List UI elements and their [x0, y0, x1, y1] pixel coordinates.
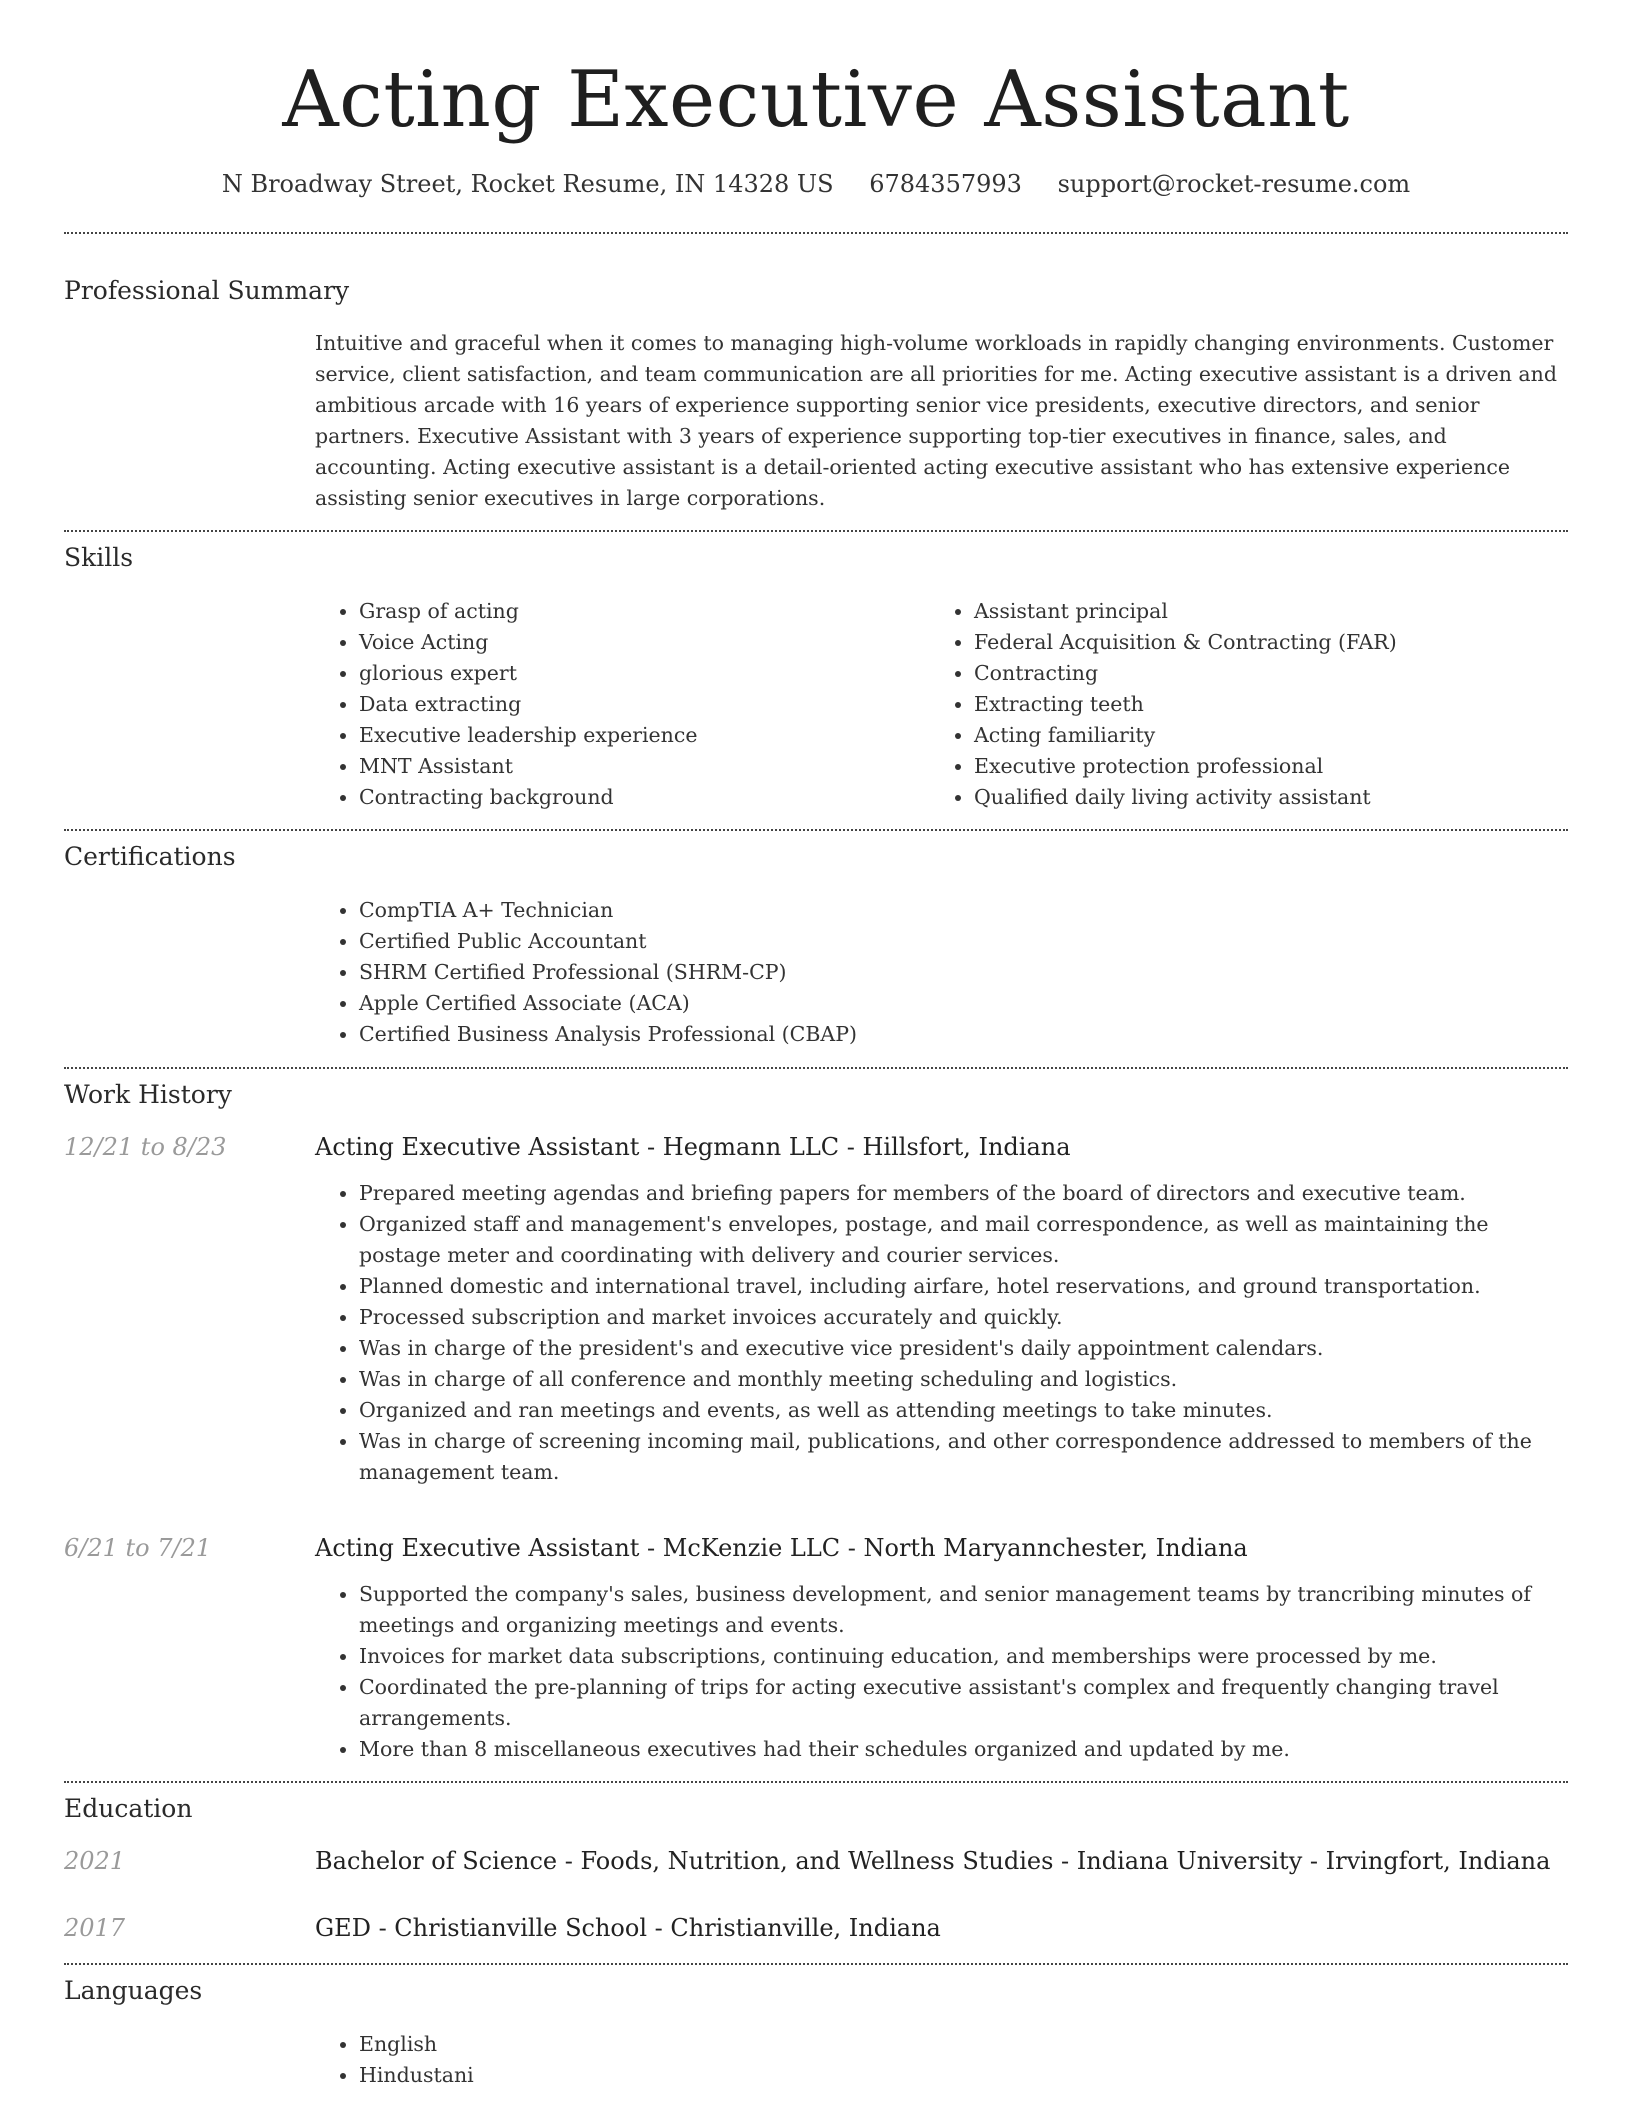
education-date: 2017	[64, 1914, 126, 1942]
languages-title: Languages	[64, 1976, 203, 2005]
work-section	[64, 1069, 1568, 1765]
resume-page	[64, 0, 1568, 2091]
list-item: • Extracting teeth	[974, 689, 1570, 720]
job-date: 12/21 to 8/23	[64, 1133, 227, 1161]
list-item: • MNT Assistant	[359, 751, 930, 782]
list-item: • Certified Public Accountant	[359, 926, 1568, 957]
certifications-list	[315, 895, 1568, 1050]
list-item: • CompTIA A+ Technician	[359, 895, 1568, 926]
list-item: • Supported the company's sales, business development, and senior management teams by trancribing minutes of meetings and organizing meetings and events.	[359, 1579, 1568, 1641]
job-bullets	[315, 1178, 1568, 1488]
list-item: • Was in charge of the president's and executive vice president's daily appointment calendars.	[359, 1333, 1568, 1364]
list-item: • Executive protection professional	[974, 751, 1570, 782]
education-title-line: GED - Christianville School - Christianville, Indiana	[315, 1914, 941, 1942]
summary-section	[64, 234, 1568, 514]
job-title: Acting Executive Assistant - McKenzie LLC - North Maryannchester, Indiana	[315, 1534, 1248, 1562]
education-date: 2021	[64, 1847, 126, 1875]
contact-address: N Broadway Street, Rocket Resume, IN 14328 US	[221, 170, 834, 198]
skills-title: Skills	[64, 543, 134, 572]
list-item: • Contracting	[974, 658, 1570, 689]
list-item: • Grasp of acting	[359, 596, 930, 627]
list-item: • glorious expert	[359, 658, 930, 689]
education-entry	[64, 1845, 1568, 1877]
contact-email: support@rocket-resume.com	[1057, 170, 1411, 198]
list-item: • English	[359, 2029, 1568, 2060]
list-item: • Apple Certified Associate (ACA)	[359, 988, 1568, 1019]
list-item: • Contracting background	[359, 782, 930, 813]
job-entry	[64, 1532, 1568, 1564]
list-item: • Voice Acting	[359, 627, 930, 658]
list-item: • Processed subscription and market invoices accurately and quickly.	[359, 1302, 1568, 1333]
job-bullets	[315, 1579, 1568, 1765]
list-item: • Data extracting	[359, 689, 930, 720]
contact-phone: 6784357993	[869, 170, 1022, 198]
certifications-section	[64, 831, 1568, 1050]
summary-title: Professional Summary	[64, 276, 350, 305]
resume-name: Acting Executive Assistant	[282, 55, 1350, 145]
job-title: Acting Executive Assistant - Hegmann LLC - Hillsfort, Indiana	[315, 1133, 1071, 1161]
job-entry	[64, 1131, 1568, 1163]
list-item: • Organized staff and management's envelopes, postage, and mail correspondence, as well as maintaining the postage meter and coordinating with delivery and courier services.	[359, 1209, 1568, 1271]
list-item: • Qualified daily living activity assistant	[974, 782, 1570, 813]
list-item: • Acting familiarity	[974, 720, 1570, 751]
list-item: • Prepared meeting agendas and briefing papers for members of the board of directors and executive team.	[359, 1178, 1568, 1209]
skills-list-right	[930, 596, 1570, 813]
education-section	[64, 1783, 1568, 1944]
certifications-title: Certifications	[64, 842, 236, 871]
list-item: • SHRM Certified Professional (SHRM-CP)	[359, 957, 1568, 988]
list-item: • Federal Acquisition & Contracting (FAR)	[974, 627, 1570, 658]
work-title: Work History	[64, 1080, 232, 1109]
education-entry	[64, 1912, 1568, 1944]
summary-text: Intuitive and graceful when it comes to managing high-volume workloads in rapidly changing environments. Customer service, client satisfaction, and team communication are all priorities for me. Acting executive assistant is a driven and ambitious arcade with 16 years of experience supporting senior vice presidents, executive directors, and senior partners. Executive Assistant with 3 years of experience supporting top-tier executives in finance, sales, and accounting. Acting executive assistant is a detail-oriented acting executive assistant who has extensive experience assisting senior executives in large corporations.	[315, 331, 1557, 510]
list-item: • Coordinated the pre-planning of trips for acting executive assistant's complex and frequently changing travel arrangements.	[359, 1672, 1568, 1734]
contact-line	[64, 168, 1568, 200]
skills-list-left	[315, 596, 930, 813]
list-item: • More than 8 miscellaneous executives had their schedules organized and updated by me.	[359, 1734, 1568, 1765]
languages-section	[64, 1965, 1568, 2091]
list-item: • Executive leadership experience	[359, 720, 930, 751]
education-title: Education	[64, 1794, 193, 1823]
list-item: • Invoices for market data subscriptions, continuing education, and memberships were processed by me.	[359, 1641, 1568, 1672]
list-item: • Was in charge of all conference and monthly meeting scheduling and logistics.	[359, 1364, 1568, 1395]
list-item: • Hindustani	[359, 2060, 1568, 2091]
list-item: • Assistant principal	[974, 596, 1570, 627]
skills-section	[64, 532, 1568, 813]
list-item: • Organized and ran meetings and events, as well as attending meetings to take minutes.	[359, 1395, 1568, 1426]
list-item: • Was in charge of screening incoming mail, publications, and other correspondence addressed to members of the management team.	[359, 1426, 1568, 1488]
languages-list	[315, 2029, 1568, 2091]
list-item: • Planned domestic and international travel, including airfare, hotel reservations, and ground transportation.	[359, 1271, 1568, 1302]
education-title-line: Bachelor of Science - Foods, Nutrition, and Wellness Studies - Indiana University - Irvingfort, Indiana	[315, 1847, 1551, 1875]
list-item: • Certified Business Analysis Professional (CBAP)	[359, 1019, 1568, 1050]
job-date: 6/21 to 7/21	[64, 1534, 212, 1562]
